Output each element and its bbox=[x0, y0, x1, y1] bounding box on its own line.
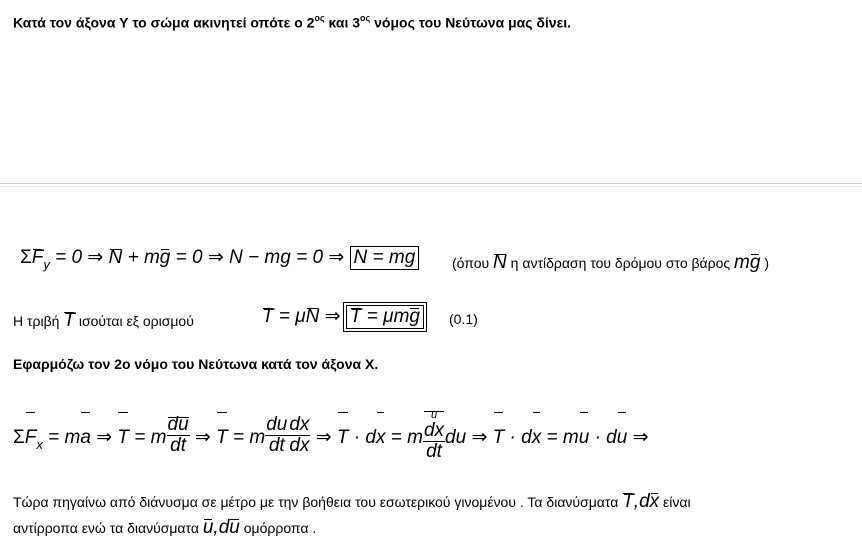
fraction-du-dt-2: $\frac{du}{dt}$ bbox=[266, 414, 288, 457]
equation-ref: (0.1) bbox=[449, 311, 478, 327]
equation-y-axis: $\Sigma F_y = 0$ ⇒ N + mg = 0 ⇒ N − mg = 0 ⇒ N = mg bbox=[20, 246, 419, 270]
boxed-friction-result: T = μmg bbox=[346, 305, 424, 329]
heading-x-axis: Εφαρμόζω τον 2ο νόμο του Νεύτωνα κατά τον άξονα Χ. bbox=[13, 356, 379, 372]
paragraph-line-1: Τώρα πηγαίνω από διάνυσμα σε μέτρο με την βοήθεια του εσωτερικού γινομένου . Τα διανύσματα T,dx είναι bbox=[13, 491, 691, 512]
heading-y-axis: Κατά τον άξονα Υ το σώμα ακινητεί οπότε ο $2^{o\varsigma}$ και $3^{o\varsigma}$ νόμος του Νεύτωνα μας δίνει. bbox=[13, 13, 571, 31]
paragraph-line-2: αντίρροπα ενώ τα διανύσματα u,du ομόρροπα . bbox=[13, 517, 317, 538]
friction-line: Η τριβή T ισούται εξ ορισμού bbox=[13, 310, 194, 331]
equation-note: (όπου N η αντίδραση του δρόμου στο βάρος mg ) bbox=[452, 252, 770, 273]
section-divider bbox=[0, 183, 862, 184]
boxed-result-n-mg: N = mg bbox=[350, 246, 420, 270]
equation-x-axis: $\Sigma F_x$ = ma ⇒ T = m $\frac{du}{dt}$ ⇒ T = m $\frac{du}{dt}$ $\frac{dx}{dx}$ ⇒ T · dx = m u dx dt du ⇒ T · dx = mu · du ⇒ bbox=[13, 410, 649, 465]
fraction-dx-dt: u dx dt bbox=[423, 409, 445, 463]
section-divider-shadow bbox=[0, 186, 862, 187]
fraction-du-dt: $\frac{du}{dt}$ bbox=[167, 414, 189, 457]
fraction-dx-dx: $\frac{dx}{dx}$ bbox=[289, 414, 310, 457]
friction-equation: T = μN ⇒ T = μmg bbox=[262, 305, 424, 329]
